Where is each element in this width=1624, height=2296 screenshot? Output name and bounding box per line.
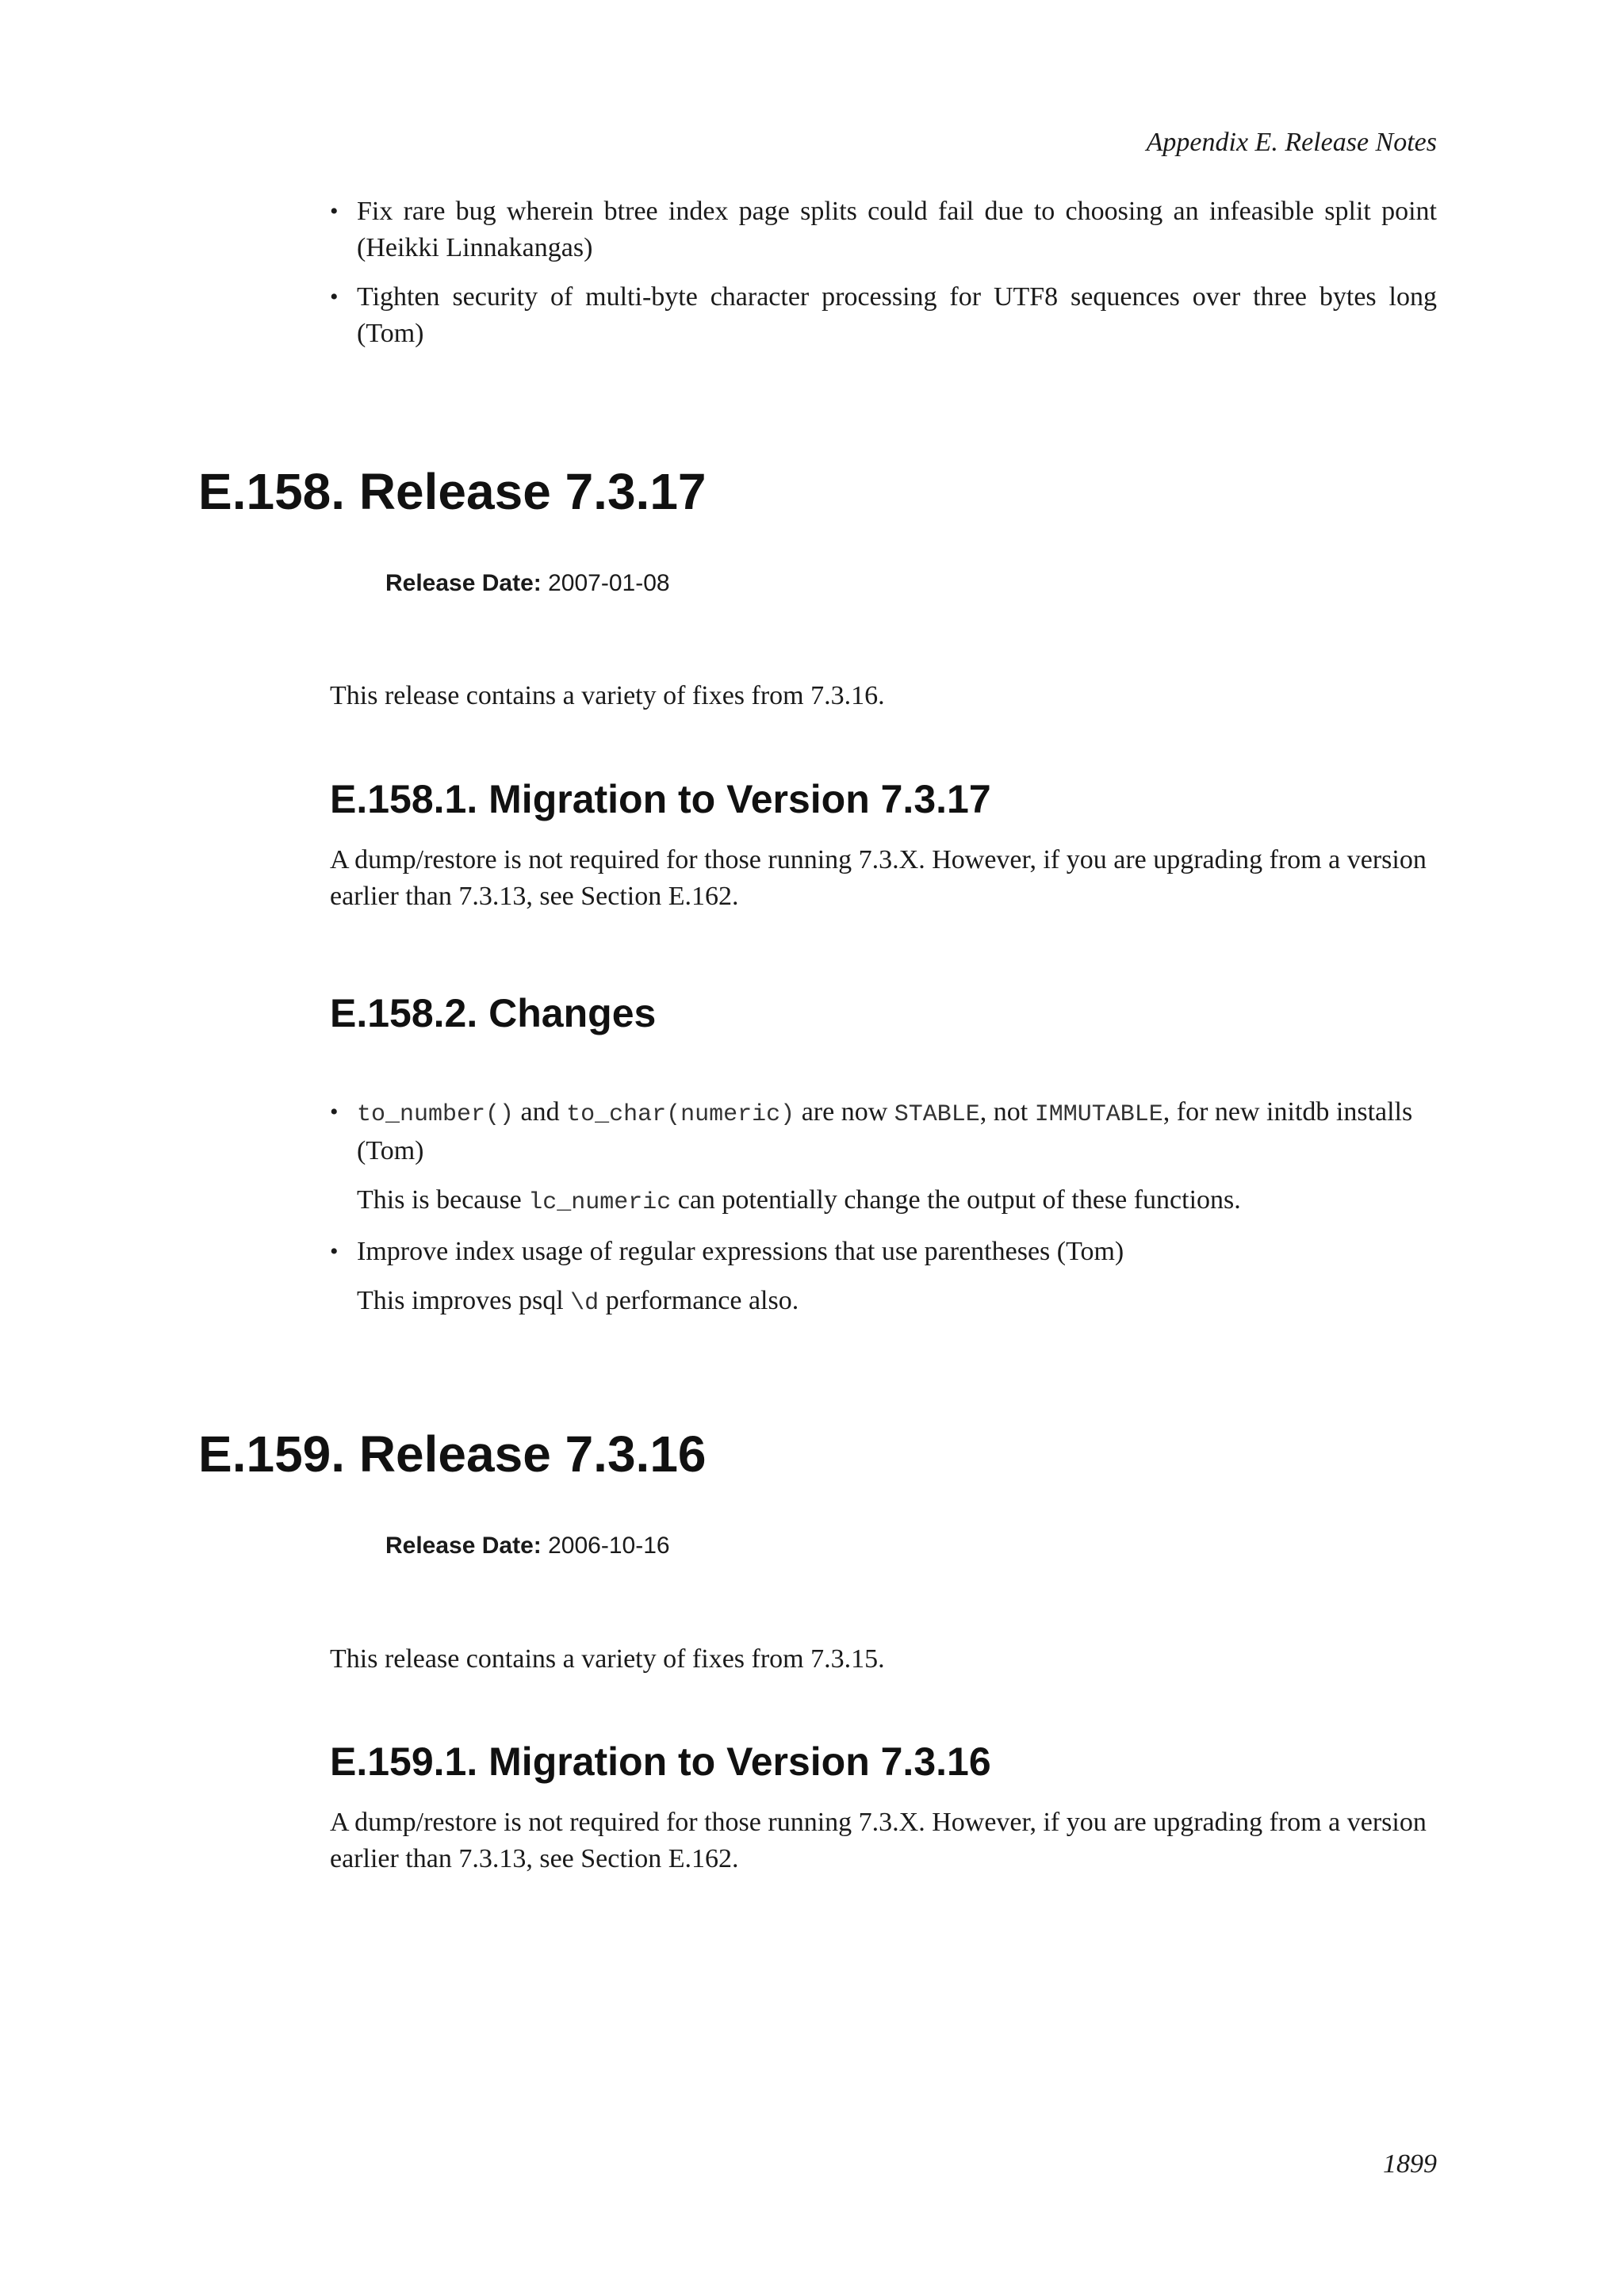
code-command: \d [570,1290,599,1317]
release-intro-7316: This release contains a variety of fixes from 7.3.15. [330,1644,885,1674]
code-keyword: IMMUTABLE [1034,1101,1163,1128]
change-note [330,1283,1437,1322]
bullet-icon: • [330,198,339,224]
inline-text: are now [795,1097,894,1127]
inline-text: This is because [357,1185,529,1215]
list-item-text: Fix rare bug wherein btree index page splits could fail due to choosing an infeasible split point (Heikki Linnakangas) [357,197,1437,262]
subsection-heading-changes-7317: E.158.2. Changes [330,991,657,1035]
list-item [330,279,1437,352]
code-function-name: to_number() [357,1101,515,1128]
list-item [330,1094,1437,1169]
subsection-heading-migration-7317: E.158.1. Migration to Version 7.3.17 [330,777,991,821]
release-date-label: Release Date: [385,570,542,596]
top-bullet-list [330,193,1437,352]
code-keyword: STABLE [894,1101,980,1128]
section-heading-release-7317: E.158. Release 7.3.17 [198,463,707,520]
section-heading-release-7316: E.159. Release 7.3.16 [198,1425,707,1483]
inline-text: , not [979,1097,1035,1127]
list-item [330,1234,1437,1270]
subsection-heading-migration-7316: E.159.1. Migration to Version 7.3.16 [330,1739,991,1784]
migration-text-7317: A dump/restore is not required for those running 7.3.X. However, if you are upgrading from a version earlier than 7.3.13, see Section E.162. [330,845,1427,911]
list-item-text: Improve index usage of regular expressions that use parentheses (Tom) [357,1237,1124,1266]
bullet-icon: • [330,1238,339,1265]
release-date-value: 2006-10-16 [548,1533,670,1559]
inline-text: can potentially change the output of these functions. [671,1185,1241,1215]
release-date-label: Release Date: [385,1533,542,1559]
change-note [330,1182,1437,1221]
changes-list-7317 [330,1094,1437,1322]
code-function-name: to_char(numeric) [566,1101,795,1128]
bullet-icon: • [330,1099,339,1125]
release-date-7317 [385,568,670,599]
release-date-7316 [385,1531,670,1561]
inline-text: , for new initdb installs (Tom) [357,1097,1413,1165]
inline-text: performance also. [599,1286,799,1315]
code-parameter: lc_numeric [528,1189,672,1216]
running-header: Appendix E. Release Notes [1146,128,1437,157]
bullet-icon: • [330,284,339,310]
inline-text: and [514,1097,567,1127]
release-intro-7317: This release contains a variety of fixes from 7.3.16. [330,681,885,710]
inline-text: This improves psql [357,1286,571,1315]
list-item [330,193,1437,266]
page-number: 1899 [1383,2149,1437,2179]
release-date-value: 2007-01-08 [548,570,670,596]
list-item-text: Tighten security of multi-byte character processing for UTF8 sequences over three bytes long (Tom) [357,282,1437,348]
migration-text-7316: A dump/restore is not required for those running 7.3.X. However, if you are upgrading from a version earlier than 7.3.13, see Section E.162. [330,1808,1427,1873]
